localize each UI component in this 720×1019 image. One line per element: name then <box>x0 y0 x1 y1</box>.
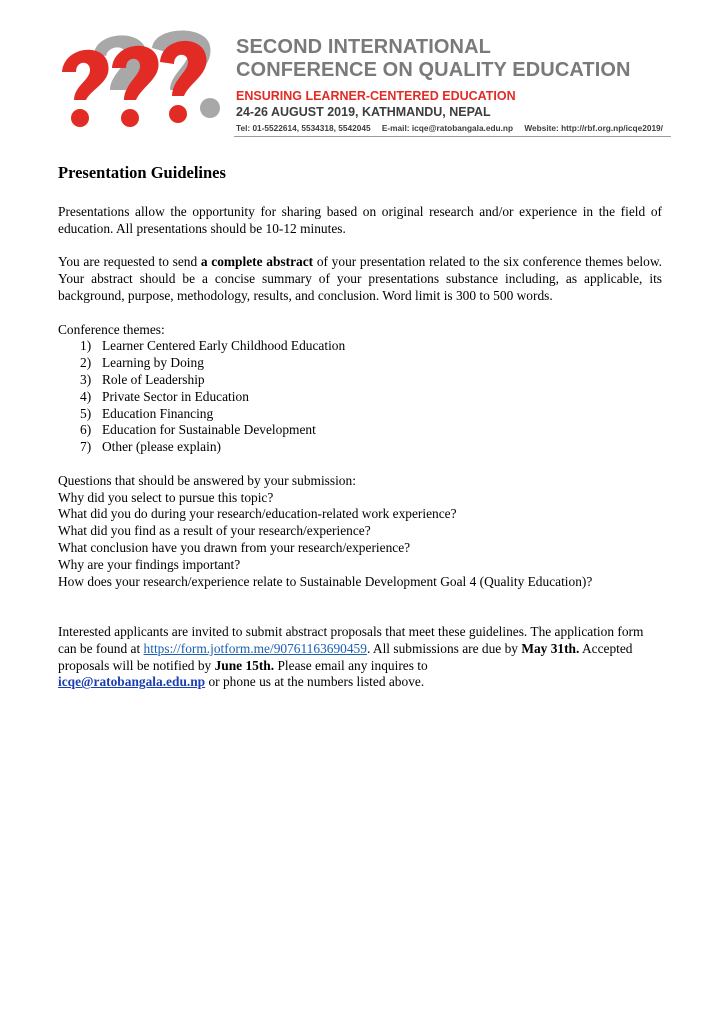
submission-paragraph <box>58 624 662 691</box>
question-item: Why are your findings important? <box>58 556 241 572</box>
conference-header <box>56 24 671 140</box>
header-divider <box>234 136 671 137</box>
due-date: May 31th. <box>521 640 580 656</box>
theme-number: 6) <box>80 422 92 438</box>
theme-item <box>58 422 662 439</box>
theme-item <box>58 355 662 372</box>
contact-website: Website: http://rbf.org.np/icqe2019/ <box>524 123 663 133</box>
submission-part3: Accepted proposals will be notified by <box>58 640 633 673</box>
theme-label: Learner Centered Early Childhood Education <box>102 338 346 354</box>
contact-email: E-mail: icqe@ratobangala.edu.np <box>381 123 514 133</box>
abstract-request-before: You are requested to send <box>58 254 201 270</box>
abstract-request-paragraph <box>58 254 662 304</box>
theme-number: 4) <box>80 388 92 404</box>
guidelines-content <box>58 163 662 691</box>
theme-label: Role of Leadership <box>102 371 205 387</box>
theme-number: 5) <box>80 405 92 421</box>
theme-label: Private Sector in Education <box>102 388 249 404</box>
page-title: Presentation Guidelines <box>58 163 226 182</box>
theme-item <box>58 389 662 406</box>
submission-part1: Interested applicants are invited to submit abstract proposals that meet these guidelines. The application form can be found at <box>58 623 644 656</box>
abstract-request-bold: a complete abstract <box>200 254 314 270</box>
theme-number: 7) <box>80 439 92 455</box>
theme-item <box>58 406 662 423</box>
abstract-request-after: of your presentation related to the six conference themes below. Your abstract should be a concise summary of your presentations substance including, as applicable, its background, purpose, methodology, results, and conclusion. Word limit is 300 to 500 words. <box>58 254 662 303</box>
conference-heading <box>236 36 663 134</box>
theme-number: 1) <box>80 338 92 354</box>
question-item: What did you do during your research/education-related work experience? <box>58 506 457 522</box>
themes-heading: Conference themes: <box>58 321 165 337</box>
conference-title-line2: CONFERENCE ON QUALITY EDUCATION <box>236 59 631 81</box>
conference-dates: 24-26 AUGUST 2019, KATHMANDU, NEPAL <box>236 105 491 119</box>
contact-tel: Tel: 01-5522614, 5534318, 5542045 <box>236 123 371 133</box>
question-item: Why did you select to pursue this topic? <box>58 489 274 505</box>
questions-heading: Questions that should be answered by your submission: <box>58 472 356 488</box>
intro-paragraph: Presentations allow the opportunity for sharing based on original research and/or experience in the field of education. All presentations should be 10-12 minutes. <box>58 204 662 236</box>
submission-part4: Please email any inquires to <box>274 657 428 673</box>
theme-item <box>58 372 662 389</box>
theme-label: Education for Sustainable Development <box>102 422 316 438</box>
theme-number: 2) <box>80 355 92 371</box>
theme-label: Learning by Doing <box>102 355 204 371</box>
theme-item <box>58 439 662 456</box>
conference-title-line1: SECOND INTERNATIONAL <box>236 36 491 58</box>
submission-part5: or phone us at the numbers listed above. <box>205 674 425 690</box>
theme-label: Other (please explain) <box>102 439 221 455</box>
question-item: How does your research/experience relate to Sustainable Development Goal 4 (Quality Education)? <box>58 573 593 589</box>
conference-tagline: ENSURING LEARNER-CENTERED EDUCATION <box>236 89 516 103</box>
submission-part2: . All submissions are due by <box>366 640 522 656</box>
question-item: What conclusion have you drawn from your research/experience? <box>58 539 411 555</box>
conference-contact <box>236 123 663 134</box>
theme-number: 3) <box>80 371 92 387</box>
contact-email-link[interactable]: icqe@ratobangala.edu.np <box>58 674 206 690</box>
logo-red-marks <box>62 41 207 127</box>
theme-item <box>58 338 662 355</box>
question-item: What did you find as a result of your research/experience? <box>58 523 371 539</box>
notify-date: June 15th. <box>214 657 275 673</box>
theme-label: Education Financing <box>102 405 214 421</box>
application-form-link[interactable]: https://form.jotform.me/90761163690459 <box>143 640 367 656</box>
conference-logo <box>56 24 226 128</box>
themes-list <box>58 338 662 456</box>
